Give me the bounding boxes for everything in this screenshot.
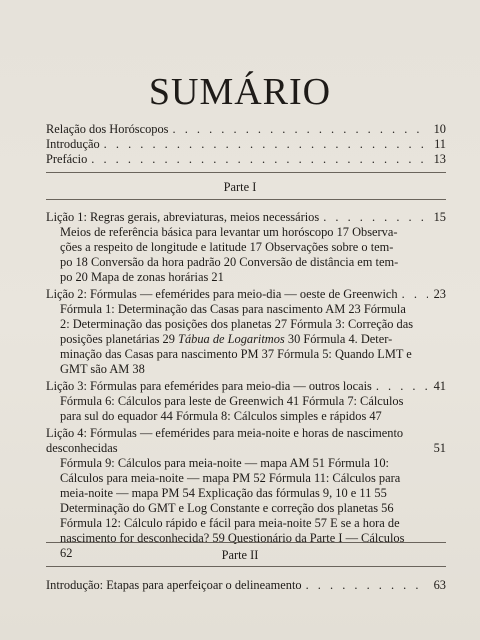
- toc-entry-page: 15: [433, 210, 446, 224]
- lesson-4: [46, 426, 446, 561]
- leader-dots: [173, 122, 428, 137]
- contents-line: Meios de referência básica para levantar um horóscopo 17 Observa-: [60, 225, 398, 239]
- toc-entry[interactable]: [46, 152, 446, 167]
- contents-line: 2: Determinação das posições dos planetas 27 Fórmula 3: Correção das: [60, 317, 414, 331]
- lesson-3: [46, 379, 446, 424]
- toc-entry-label: Introdução: Etapas para aperfeiçoar o delineamento: [46, 578, 302, 592]
- lesson-1: [46, 210, 446, 285]
- lesson-contents: [60, 302, 446, 377]
- toc-entry[interactable]: [46, 379, 446, 394]
- contents-text: 30 Fórmula 4. Deter-: [287, 332, 393, 346]
- leader-dots: [91, 152, 428, 167]
- toc-entry-page: 41: [433, 379, 446, 393]
- contents-line: Fórmula 12: Cálculo rápido e fácil para meia-noite 57 E se a hora de: [60, 516, 400, 530]
- lesson-contents: [60, 456, 446, 561]
- toc-entry-page: 23: [433, 287, 446, 301]
- toc-entry-label: Lição 2: Fórmulas — efemérides para meio-dia — oeste de Greenwich: [46, 287, 398, 301]
- toc-entry-page: 63: [433, 578, 446, 592]
- part-heading: Parte I: [223, 180, 257, 194]
- contents-line: po 18 Conversão da hora padrão 20 Conversão de distância em tem-: [60, 255, 399, 269]
- contents-line: 62: [60, 546, 73, 560]
- contents-line: minação das Casas para nascimento PM 37 Fórmula 5: Quando LMT e: [60, 347, 412, 361]
- lesson-contents: [60, 225, 446, 285]
- toc-entry[interactable]: [46, 122, 446, 137]
- contents-line: Cálculos para meia-noite — mapa PM 52 Fórmula 11: Cálculos para: [60, 471, 401, 485]
- part2-list: [46, 578, 446, 593]
- toc-entry-page: 10: [433, 122, 446, 136]
- contents-line: po 20 Mapa de zonas horárias 21: [60, 270, 224, 284]
- part1-list: [46, 208, 446, 561]
- contents-line: Fórmula 6: Cálculos para leste de Greenwich 41 Fórmula 7: Cálculos: [60, 394, 404, 408]
- toc-entry-label: desconhecidas: [46, 441, 118, 455]
- lesson-2: [46, 287, 446, 377]
- leader-dots: [402, 287, 428, 302]
- front-matter-list: [46, 122, 446, 167]
- toc-entry[interactable]: [46, 137, 446, 152]
- toc-entry[interactable]: [46, 210, 446, 225]
- contents-line: Fórmula 1: Determinação das Casas para nascimento AM 23 Fórmula: [60, 302, 406, 316]
- contents-line: ções a respeito de longitude e latitude 17 Observações sobre o tem-: [60, 240, 394, 254]
- toc-entry-label: Relação dos Horóscopos: [46, 122, 169, 136]
- leader-dots: [306, 578, 428, 593]
- toc-entry[interactable]: [46, 578, 446, 593]
- toc-entry[interactable]: [46, 287, 446, 302]
- contents-line: nascimento for desconhecida? 59 Questionário da Parte I — Cálculos: [60, 531, 405, 545]
- divider: [46, 199, 446, 200]
- toc-entry-page: 13: [433, 152, 446, 166]
- toc-entry-page: 11: [434, 137, 446, 151]
- toc-entry[interactable]: [46, 441, 446, 456]
- contents-line: Fórmula 9: Cálculos para meia-noite — mapa AM 51 Fórmula 10:: [60, 456, 389, 470]
- part-heading: Parte II: [221, 548, 259, 562]
- leader-dots: [376, 379, 428, 394]
- contents-text: posições planetárias 29: [60, 332, 175, 346]
- divider: [46, 566, 446, 567]
- lesson-contents: [60, 394, 446, 424]
- contents-line: GMT são AM 38: [60, 362, 145, 376]
- toc-entry-label[interactable]: Lição 4: Fórmulas — efemérides para meia-noite e horas de nascimento: [46, 426, 404, 440]
- leader-dots: [323, 210, 428, 225]
- divider: [46, 542, 446, 543]
- toc-entry-label: Lição 3: Fórmulas para efemérides para meio-dia — outros locais: [46, 379, 372, 393]
- contents-line: Determinação do GMT e Log Constante e correção dos planetas 56: [60, 501, 394, 515]
- contents-line: [60, 332, 446, 347]
- toc-entry-label: Lição 1: Regras gerais, abreviaturas, meios necessários: [46, 210, 320, 224]
- contents-line: meia-noite — mapa PM 54 Explicação das fórmulas 9, 10 e 11 55: [60, 486, 387, 500]
- contents-line: para sul do equador 44 Fórmula 8: Cálculos simples e rápidos 47: [60, 409, 382, 423]
- toc-entry-label: Prefácio: [46, 152, 88, 166]
- toc-entry-page: 51: [433, 441, 446, 455]
- divider: [46, 172, 446, 173]
- table-title: Tábua de Logaritmos: [178, 332, 285, 346]
- page-title: SUMÁRIO: [148, 71, 332, 113]
- leader-dots: [104, 137, 428, 152]
- toc-entry-label: Introdução: [46, 137, 100, 151]
